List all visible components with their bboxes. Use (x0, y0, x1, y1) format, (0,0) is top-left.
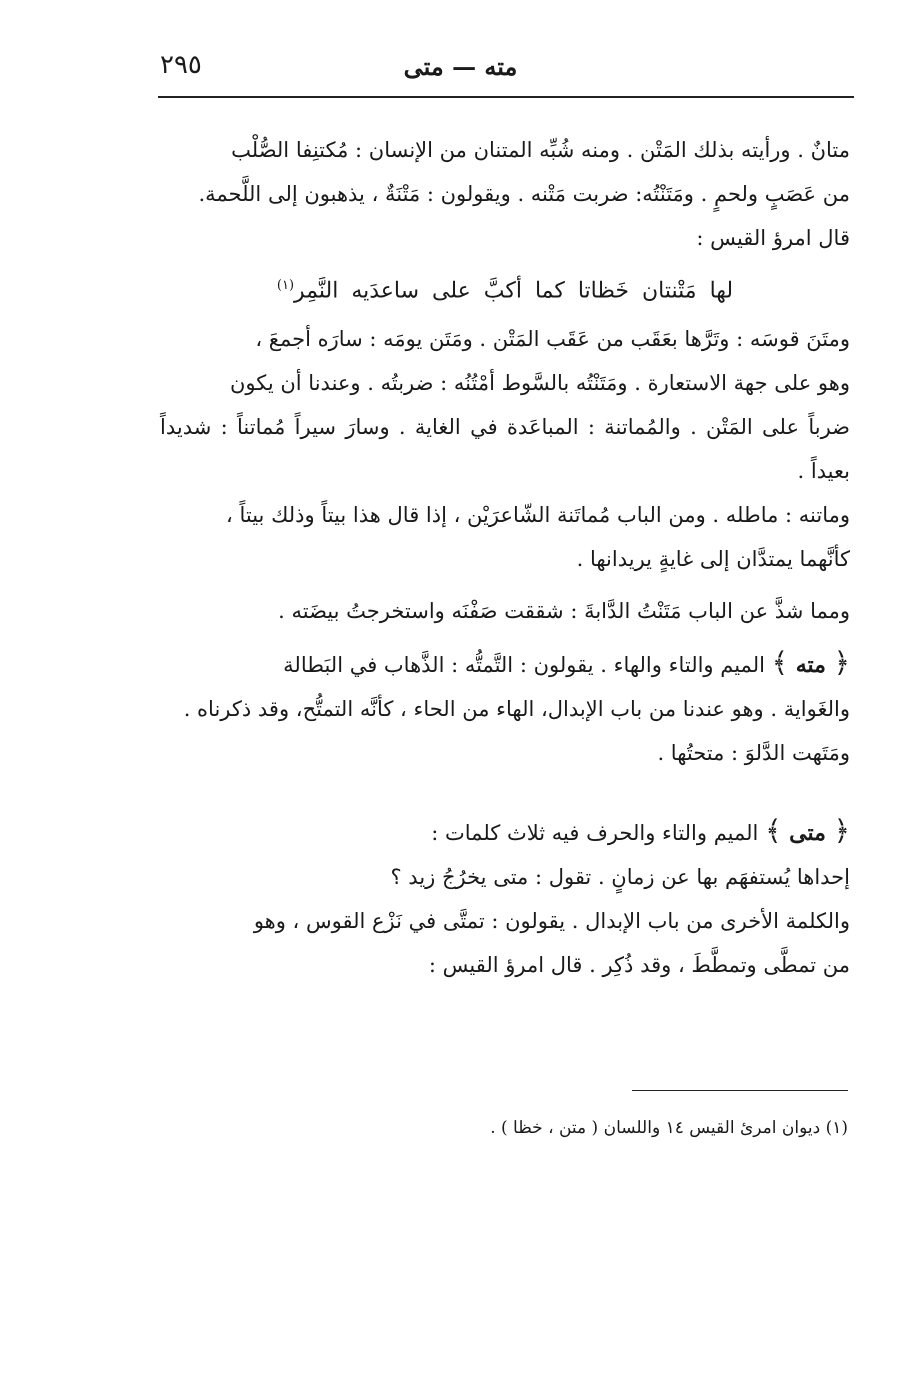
text-line: والغَواية . وهو عندنا من باب الإبدال، الهاء من الحاء ، كأنَّه التمتُّح، وقد ذكرناه . (183, 697, 850, 722)
entry-headword: ﴿ متى ﴾ (765, 814, 850, 848)
page-number: ٢٩٥ (160, 50, 202, 80)
text-line: ومَتَهت الدَّلوَ : متحتُها . (657, 741, 850, 766)
text-line: ومما شذَّ عن الباب مَتَنْتُ الدَّابةَ : شققت صَفْنَه واستخرجتُ بيضَته . (278, 599, 850, 624)
entry-mata (160, 809, 850, 855)
text-line: إحداها يُستفهَم بها عن زمانٍ . تقول : متى يخرُجُ زيد ؟ (390, 865, 850, 890)
text-line: وماتنه : ماطله . ومن الباب مُماتَنة الشّاعرَيْن ، إذا قال هذا بيتاً وذلك بيتاً ، (226, 503, 850, 528)
text-line: قال امرؤ القيس : (696, 226, 850, 250)
verse-line (160, 264, 850, 313)
footnote-rule (632, 1090, 848, 1091)
entry-mth (160, 641, 850, 687)
text-line: وهو على جهة الاستعارة . ومَتَنْتُه بالسَّوط أمْتُنُه : ضربتُه . وعندنا أن يكون (229, 371, 850, 396)
text-line: من عَصَبٍ ولحمٍ . ومَتَنْتُه: ضربت مَتْنه . ويقولون : مَتْنَةٌ ، يذهبون إلى اللَّحمة. (198, 182, 850, 206)
text-line: ومتَنَ قوسَه : وتَرَّها بعَقَب من عَقَب المَتْن . ومَتَن يومَه : سارَه أجمعَ ، (255, 327, 850, 352)
text-line: ضرباً على المَتْن . والمُماتنة : المباعَدة في الغاية . وسارَ سيراً مُماتناً : شديداً بعيداً . (160, 415, 850, 484)
verse-text: لها مَتْنتان خَظاتا كما أكبَّ على ساعدَيه النَّمِر (294, 278, 734, 304)
header-rule (158, 96, 854, 98)
text-line: كأنَّهما يمتدَّان إلى غايةٍ يريدانها . (576, 547, 850, 572)
running-title: مته — متى (403, 52, 518, 81)
text-line: من تمطَّى وتمطَّطَ ، وقد ذُكِر . قال امرؤ القيس : (428, 953, 850, 978)
footnote: (١) ديوان امرئ القيس ١٤ واللسان ( متن ، خظا ) . (490, 1118, 848, 1138)
main-text (160, 128, 850, 987)
entry-text: الميم والتاء والهاء . يقولون : التَّمتُّه : الذَّهاب في البَطالة (283, 653, 765, 678)
footnote-marker: (١) (276, 278, 295, 293)
text-line: والكلمة الأخرى من باب الإبدال . يقولون : تمتَّى في نَزْع القوس ، وهو (253, 909, 850, 934)
entry-text: الميم والتاء والحرف فيه ثلاث كلمات : (431, 821, 759, 846)
text-line: متانٌ . ورأيته بذلك المَتْن . ومنه شُبِّه المتنان من الإنسان : مُكتنِفا الصُّلْب (231, 138, 850, 162)
entry-headword: ﴿ مته ﴾ (771, 646, 850, 680)
